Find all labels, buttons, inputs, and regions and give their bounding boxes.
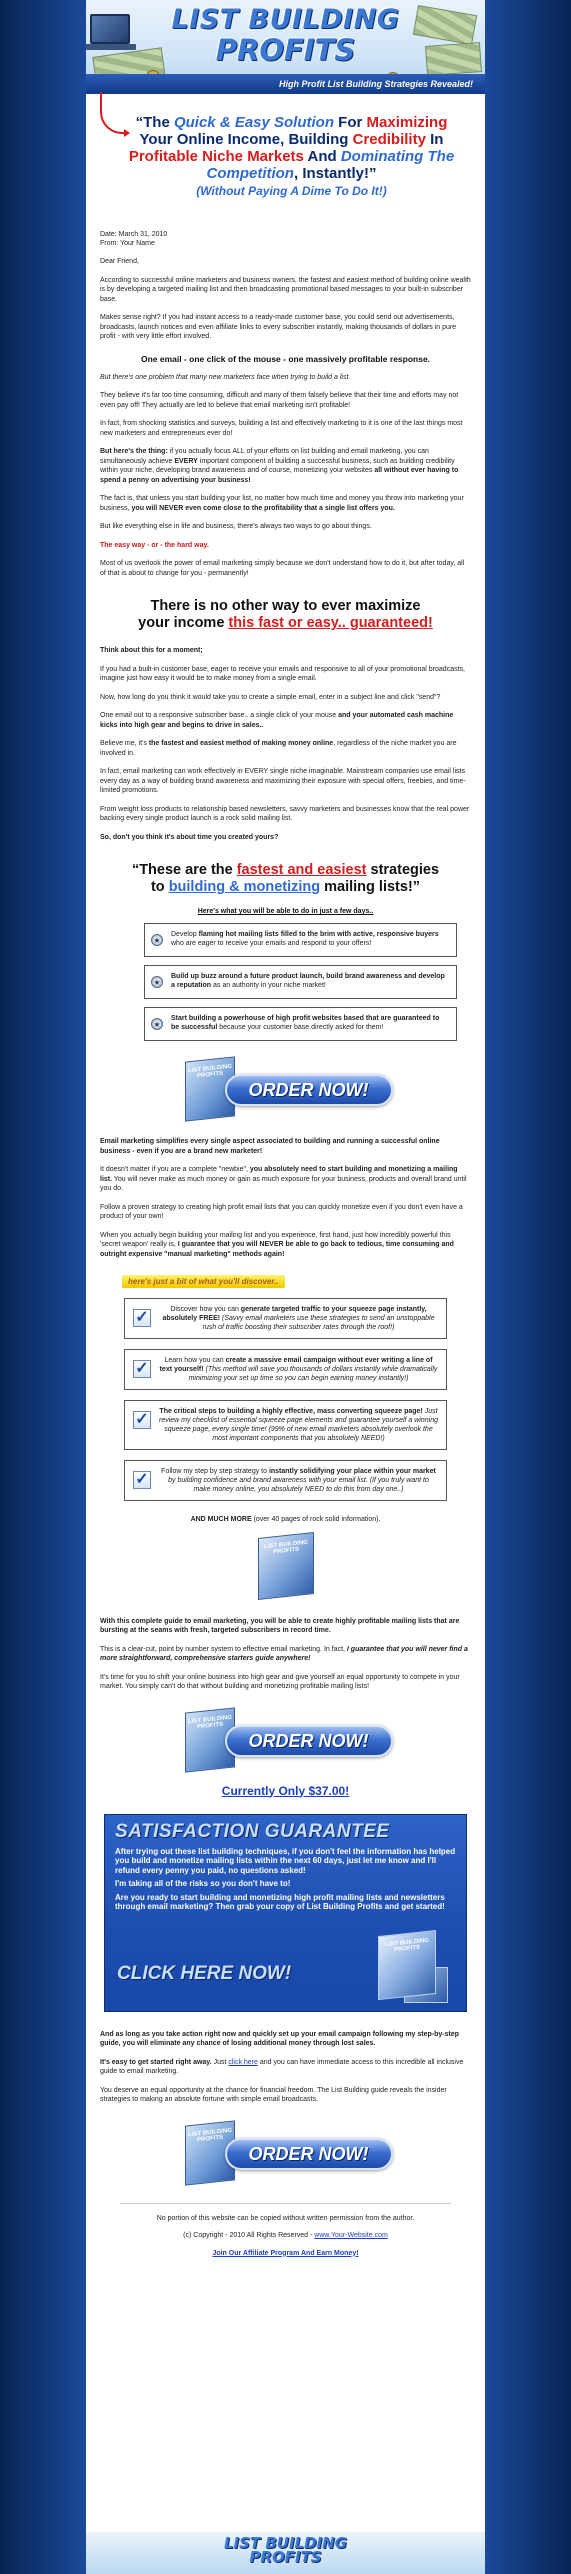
- body-paragraph: From weight loss products to relationship based newsletters, savvy marketers and businesses know that the real power backing every single product launch is a rock solid mailing list.: [100, 805, 470, 822]
- title-text: mailing lists!”: [320, 879, 421, 895]
- body-paragraph: With this complete guide to email marketing, you will be able to create highly profitable mailing lists that are bursting at the seams with fresh, targeted subscribers in record time.: [100, 1617, 460, 1634]
- letter-paragraph: But there's one problem that many new marketers face when trying to build a list.: [100, 373, 351, 381]
- star-bullet-icon: ★: [151, 934, 163, 946]
- letter-paragraph: According to successful online marketers and business owners, the fastest and easiest method of building online wealth is by developing a targeted mailing list and then broadcasting promotional based messages to your built-in subscriber base.: [100, 276, 471, 303]
- star-bullet-icon: ★: [151, 1018, 163, 1030]
- order-now-label[interactable]: ORDER NOW!: [225, 1074, 393, 1106]
- body-paragraph: So, don't you think it's about time you created yours?: [100, 833, 279, 841]
- text-span: It's easy to get started right away.: [100, 2058, 212, 2066]
- click-here-link[interactable]: click here: [228, 2058, 258, 2066]
- body-paragraph: Email marketing simplifies every single aspect associated to building and running a successful online business - even if you are a brand new marketer!: [100, 1138, 440, 1155]
- order-now-button[interactable]: [173, 2123, 399, 2183]
- guarantee-box: [104, 1814, 467, 2012]
- body-paragraph: [100, 1645, 471, 1664]
- title-text: fastest and easiest: [236, 862, 367, 878]
- body-paragraph: You deserve an equal opportunity at the chance for financial freedom. The List Building guide reveals the insider strategies to making an absolute fortune with simple email broadcasts.: [100, 2086, 447, 2103]
- headline-subtitle: (Without Paying A Dime To Do It!): [196, 184, 387, 198]
- section-lead: Think about this for a moment;: [100, 647, 203, 654]
- checkmark-icon: ✓: [133, 1411, 151, 1429]
- text-span: This is a clear-cut, point by number system to effective email marketing. In fact,: [100, 1645, 347, 1653]
- headline-text: Maximizing: [366, 114, 448, 131]
- body-paragraph: [100, 2058, 471, 2077]
- body-paragraph: [100, 739, 471, 758]
- title-text: “These are the: [131, 862, 237, 878]
- text-span: Just: [211, 2058, 229, 2066]
- headline-text: Credibility: [352, 131, 426, 148]
- footer-divider: [120, 2203, 451, 2204]
- footer: [100, 2214, 471, 2259]
- guarantee-text: Are you ready to start building and monetizing high profit mailing lists and newsletters through email marketing? Then grab your copy of List Building Profits and get started!: [115, 1892, 445, 1911]
- main-headline: [100, 94, 471, 200]
- letter-paragraph: They believe it's far too time consuming, difficult and many of them falsely believe that their time and efforts may not even pay off! They actually are led to believe that email marketing isn't profitable!: [100, 392, 459, 409]
- header-title-line1: LIST BUILDING: [171, 4, 400, 35]
- benefit-item: [144, 923, 457, 957]
- text-span: by building confidence and brand awareness with your email list. (If you truly want to make money online, you absolutely NEED to do this from day one..): [168, 1477, 429, 1493]
- letter-from: From: Your Name: [100, 240, 155, 247]
- checkmark-icon: ✓: [133, 1471, 151, 1489]
- text-span: flaming hot mailing lists filled to the brim with active, responsive buyers: [198, 931, 439, 938]
- text-span: (over 40 pages of rock solid information).: [251, 1516, 381, 1523]
- ebook-title: LIST BUILDING PROFITS: [187, 2127, 232, 2143]
- body-paragraph: And as long as you take action right now and quickly set up your email campaign following my step-by-step guide, you will eliminate any chance of losing additional money through lost sales.: [100, 2030, 460, 2047]
- text-span: EVERY: [174, 457, 198, 465]
- text-span: important component of building a successful business, such as building credibility within your niche, developing brand awareness and of course, monetizing your websites: [100, 457, 455, 474]
- discover-item: [124, 1460, 447, 1501]
- section-title: [100, 862, 471, 896]
- letter-callout: One email - one click of the mouse - one massively profitable response.: [140, 353, 431, 364]
- text-span: you absolutely need to start building and monetizing a mailing list.: [100, 1166, 458, 1183]
- body-paragraph: [100, 711, 471, 730]
- text-span: The critical steps to building a highly effective, mass converting squeeze page!: [159, 1408, 423, 1415]
- main-content: [86, 94, 485, 2258]
- text-span: who are eager to receive your emails and respond to your offers!: [171, 940, 372, 947]
- text-span: all without ever having to spend a penny on advertising your business!: [100, 467, 459, 484]
- headline-text: For: [334, 114, 367, 131]
- order-now-button[interactable]: [173, 1710, 399, 1770]
- body-paragraph: [100, 1165, 471, 1194]
- star-bullet-icon: ★: [151, 976, 163, 988]
- text-span: Believe me, it's: [100, 740, 149, 747]
- text-span: Just review my checklist of essential squeeze page elements and guarantee yourself a winning squeeze page, every single time! (99% of new email marketers absolutely overlook the most important components that you absolutely NEED!): [159, 1408, 438, 1442]
- text-span: Follow my step by step strategy to: [161, 1468, 269, 1475]
- order-now-label[interactable]: ORDER NOW!: [225, 2138, 393, 2170]
- bottom-banner-title: [86, 2536, 485, 2564]
- letter-paragraph: [100, 447, 471, 485]
- order-now-label[interactable]: ORDER NOW!: [225, 1725, 393, 1757]
- headline-text: And: [303, 148, 341, 165]
- letter-paragraph: Most of us overlook the power of email marketing simply because we don't understand how to do it, but after today, all of that is about to change for you - permanently!: [100, 560, 465, 577]
- text-span: I guarantee that you will NEVER be able to go back to tedious, time consuming and outright expensive "manual marketing" methods again!: [100, 1241, 454, 1258]
- bottom-banner: [86, 2532, 485, 2574]
- ebook-cover-icon: [258, 1532, 314, 1600]
- text-span: create a massive email campaign without ever writing a line of text yourself!: [159, 1357, 433, 1373]
- order-now-button[interactable]: [173, 1059, 399, 1119]
- text-span: instantly solidifying your place within your market: [268, 1468, 436, 1475]
- text-span: One email out to a responsive subscriber base.. a single click of your mouse: [100, 712, 339, 719]
- letter-paragraph: [100, 494, 471, 513]
- text-span: if you actually focus ALL of your efforts on list building and email marketing, you can simultaneously achieve: [100, 448, 429, 465]
- headline-text: Your Online Income, Building: [139, 131, 353, 148]
- body-paragraph: Now, how long do you think it would take you to create a simple email, enter in a subject line and click "send"?: [100, 693, 441, 701]
- body-paragraph: In fact, email marketing can work effectively in EVERY single niche imaginable. Mainstream companies use email lists every day as a way of building brand awareness and maximizing their exposure with special offers, freebies, and time-limited promotions.: [100, 768, 466, 794]
- letter-greeting: Dear Friend,: [100, 258, 139, 265]
- guarantee-text: After trying out these list building techniques, if you don't feel the information has helped you build and monetize mailing lists within the next 60 days, just let me know and I'll refund every penny you paid, no questions asked!: [115, 1846, 456, 1875]
- letter-paragraph: Makes sense right? If you had instant access to a ready-made customer base, you could send out advertisements, broadcasts, launch notices and even affiliate links to every subscriber instantly, making thousands of dollars in pure profit - with very little effort involved.: [100, 314, 457, 340]
- affiliate-link[interactable]: Join Our Affiliate Program And Earn Money!: [212, 2249, 359, 2257]
- website-link[interactable]: www.Your-Website.com: [314, 2232, 388, 2239]
- text-span: (Savvy email marketers use these strategies to send an unstoppable rush of traffic boosting their subscriber rates through the roof!): [202, 1315, 435, 1331]
- title-text: this fast or easy.. guaranteed!: [228, 615, 433, 631]
- click-here-now-button[interactable]: CLICK HERE NOW!: [117, 1962, 292, 1984]
- text-span: and you can have immediate access to this incredible all inclusive guide to email marketing.: [100, 2058, 464, 2075]
- left-background: [0, 0, 86, 2574]
- title-text: strategies: [366, 862, 440, 878]
- discover-highlight: here's just a bit of what you'll discover..: [122, 1275, 285, 1288]
- text-span: Discover how you can: [170, 1306, 241, 1313]
- title-text: building & monetizing: [168, 879, 321, 895]
- body-paragraph: Follow a proven strategy to creating high profit email lists that you can quickly monetize even if you don't even have a product of your own!: [100, 1203, 463, 1220]
- benefits-intro: Here's what you will be able to do in just a few days..: [197, 908, 374, 915]
- text-span: Build up buzz around a future product launch, build brand awareness and develop a reputation: [171, 973, 445, 989]
- title-text: There is no other way to ever maximize: [150, 598, 421, 614]
- headline-text: “The: [135, 114, 174, 131]
- checkmark-icon: ✓: [133, 1309, 151, 1327]
- body-paragraph: If you had a built-in customer base, eager to receive your emails and responsive to all of your promotional broadcasts, imagine just how easy it would be to make money from a single email.: [100, 665, 465, 682]
- discover-item: [124, 1298, 447, 1339]
- text-span: as an authority in your niche market!: [211, 982, 326, 989]
- footer-copyright: [100, 2231, 471, 2241]
- discover-item: [124, 1349, 447, 1390]
- text-span: (This method will save you thousands of dollars instantly while dramatically minimizing your set up time so you can begin earning money instantly!): [188, 1366, 438, 1382]
- much-more: [100, 1515, 471, 1525]
- text-span: The fact is, that unless you start building your list, no matter how much time and money you throw into marketing your business,: [100, 495, 464, 512]
- header-tagline: High Profit List Building Strategies Revealed!: [86, 74, 485, 94]
- text-span: (c) Copyright - 2010 All Rights Reserved -: [183, 2232, 315, 2239]
- letter-meta: [100, 230, 471, 248]
- text-span: When you actually begin building your mailing list and you experience, first hand, just how incredibly powerful this 'secret weapon' really is,: [100, 1231, 451, 1248]
- header-title-line2: PROFITS: [215, 33, 356, 67]
- text-span: , regardless of the niche market you are involved in.: [100, 740, 457, 757]
- text-span: Develop: [171, 931, 199, 938]
- headline-text: Dominating The Competition: [206, 148, 455, 182]
- letter-date: Date: March 31, 2010: [100, 231, 168, 238]
- text-span: generate targeted traffic to your squeeze page instantly, absolutely FREE!: [162, 1306, 427, 1322]
- price-link[interactable]: Currently Only $37.00!: [221, 1783, 350, 1798]
- checkmark-icon: ✓: [133, 1360, 151, 1378]
- headline-text: In: [425, 131, 444, 148]
- ebook-title: LIST BUILDING PROFITS: [187, 1714, 232, 1730]
- section-title: [100, 598, 471, 632]
- text-span: You will never make as much money or gain as much exposure for your business, products and overall brand until you do.: [100, 1175, 467, 1192]
- text-span: the fastest and easiest method of making money online: [148, 740, 334, 747]
- ebook-cover-icon: [378, 1929, 436, 1999]
- text-span: AND MUCH MORE: [190, 1516, 252, 1523]
- benefit-item: [144, 965, 457, 999]
- headline-text: , Instantly!”: [293, 165, 377, 182]
- text-span: PROFITS: [249, 2548, 322, 2566]
- footer-notice: No portion of this website can be copied without written permission from the author.: [156, 2214, 415, 2222]
- letter-callout: The easy way - or - the hard way.: [100, 541, 209, 549]
- letter-paragraph: In fact, from shocking statistics and surveys, building a list and effectively marketing to it is one of the last things most new marketers and entrepreneurs ever do!: [100, 420, 463, 437]
- guarantee-title: SATISFACTION GUARANTEE: [115, 1820, 390, 1842]
- ebook-title: LIST BUILDING PROFITS: [385, 1937, 429, 1953]
- text-span: But here's the thing:: [100, 448, 168, 455]
- right-background: [485, 0, 571, 2574]
- text-span: Start building a powerhouse of high profit websites based that are guaranteed to be successful: [171, 1015, 440, 1031]
- ebook-title: LIST BUILDING PROFITS: [187, 1063, 232, 1080]
- text-span: LIST BUILDING: [223, 2534, 348, 2552]
- text-span: It doesn't matter if you are a complete "newbie",: [100, 1166, 250, 1173]
- ebook-title: LIST BUILDING PROFITS: [263, 1539, 308, 1555]
- text-span: because your customer base directly asked for them!: [217, 1024, 384, 1031]
- body-paragraph: It's time for you to shift your online business into high gear and give yourself an equal opportunity to compete in your market. You simply can't do that without building and monetizing profitable mailing lists!: [100, 1673, 460, 1690]
- header-banner: [86, 0, 485, 94]
- text-span: Learn how you can: [164, 1357, 226, 1364]
- text-span: I guarantee that you will never find a more straightforward, comprehensive starters guide anywhere!: [100, 1645, 468, 1662]
- headline-text: Profitable Niche Markets: [128, 148, 304, 165]
- benefit-item: [144, 1007, 457, 1041]
- text-span: you will NEVER even come close to the profitability that a single list offers you.: [131, 504, 395, 512]
- title-text: to: [150, 879, 169, 895]
- headline-text: Quick & Easy Solution: [173, 114, 335, 131]
- letter-paragraph: But like everything else in life and business, there's always two ways to go about things.: [100, 523, 372, 530]
- discover-item: [124, 1400, 447, 1450]
- body-paragraph: [100, 1231, 471, 1260]
- guarantee-text: I'm taking all of the risks so you don't have to!: [115, 1879, 291, 1888]
- sales-page: [86, 0, 485, 2574]
- title-text: your income: [138, 615, 229, 631]
- text-span: and your automated cash machine kicks into high gear and begins to drive in sales..: [100, 712, 454, 729]
